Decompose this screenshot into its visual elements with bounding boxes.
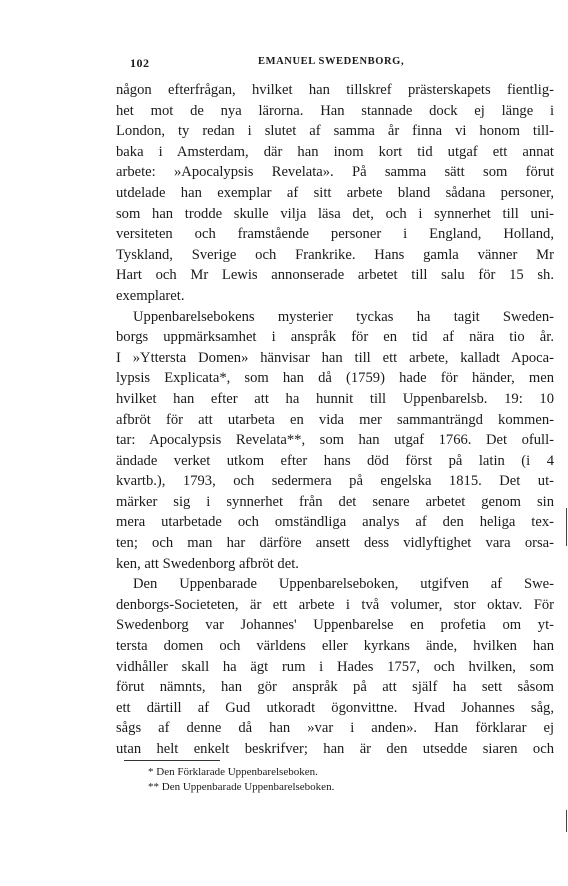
text-line: ändade verket utkom efter hans död först på latin (i 4	[116, 452, 554, 469]
page-header	[130, 56, 430, 72]
footnote-divider	[124, 760, 220, 761]
text-line: utdelade han exemplar af sitt arbete bland sådana personer,	[116, 184, 554, 201]
text-line: vidhåller skall ha ägt rum i Hades 1757, och hvilken, som	[116, 658, 554, 675]
running-title: EMANUEL SWEDENBORG,	[258, 56, 405, 67]
text-line: tar: Apocalypsis Revelata**, som han utgaf 1766. Det ofull-	[116, 432, 554, 449]
text-line: denborgs-Societeten, är ett arbete i två volumer, stor oktav. För	[116, 596, 554, 613]
text-line: Hart och Mr Lewis annonserade arbetet till salu för 15 sh.	[116, 267, 554, 284]
text-line: Tyskland, Sverige och Frankrike. Hans gamla vänner Mr	[116, 246, 554, 263]
text-line: lypsis Explicata*, som han då (1759) hade för händer, men	[116, 370, 554, 387]
text-line: sågs af denne då han »var i anden». Han förklarar ej	[116, 720, 554, 737]
paragraph-1	[116, 80, 554, 307]
margin-line	[566, 508, 567, 546]
footnote-1: * Den Förklarade Uppenbarelseboken.	[148, 766, 318, 778]
footnote-2: ** Den Uppenbarade Uppenbarelseboken.	[148, 781, 335, 793]
text-line: kvartb.), 1793, och sedermera på engelska 1815. Det ut-	[116, 473, 554, 490]
text-line: versiteten och framstående personer i England, Holland,	[116, 226, 554, 243]
text-line: ten; och man har därföre ansett dess vidlyftighet vara orsa-	[116, 535, 554, 552]
text-line: het mot de nya lärorna. Han stannade dock ej länge i	[116, 102, 554, 119]
paragraph-3	[116, 574, 554, 759]
text-line: exemplaret.	[116, 287, 185, 304]
text-line: någon efterfrågan, hvilket han tillskref prästerskapets fientlig-	[116, 82, 554, 98]
text-line: afbröt för att utarbeta en vida mer sammanträngd kommen-	[116, 411, 554, 428]
body-text	[116, 80, 554, 760]
text-line: Uppenbarelsebokens mysterier tyckas ha tagit Sweden-	[133, 308, 554, 325]
text-line: ett därtill af Gud utkoradt ögonvittne. Hvad Johannes såg,	[116, 699, 554, 716]
text-line: I »Yttersta Domen» hänvisar han till ett arbete, kalladt Apoca-	[116, 349, 554, 366]
text-line: baka i Amsterdam, där han inom kort tid utgaf ett annat	[116, 143, 554, 160]
margin-line	[566, 810, 567, 832]
text-line: utan helt enkelt beskrifver; han är den utsedde siaren och	[116, 741, 554, 757]
text-line: märker sig i synnerhet från det senare arbetet genom sin	[116, 493, 554, 510]
text-line: borgs uppmärksamhet i anspråk för en tid af nära tio år.	[116, 329, 554, 346]
text-line: Swedenborg var Johannes' Uppenbarelse en profetia om yt-	[116, 617, 554, 634]
text-line: förut nämnts, han gör anspråk på att själf ha sett såsom	[116, 679, 554, 696]
text-line: ken, att Swedenborg afbröt det.	[116, 555, 299, 572]
text-line: mera utarbetade och omständliga analys af den heliga tex-	[116, 514, 554, 531]
text-line: London, ty redan i slutet af samma år finna vi honom till-	[116, 123, 554, 140]
paragraph-2	[116, 307, 554, 575]
text-line: arbete: »Apocalypsis Revelata». På samma sätt som förut	[116, 164, 554, 181]
text-line: Den Uppenbarade Uppenbarelseboken, utgifven af Swe-	[133, 576, 554, 593]
page-number: 102	[130, 56, 150, 70]
text-line: tersta domen och världens eller kyrkans ände, hvilken han	[116, 638, 554, 655]
text-line: som han trodde skulle vilja läsa det, och i synnerhet till uni-	[116, 205, 554, 222]
footnotes	[116, 760, 554, 795]
text-line: hvilket han efter att ha hunnit till Uppenbarelsb. 19: 10	[116, 390, 554, 407]
